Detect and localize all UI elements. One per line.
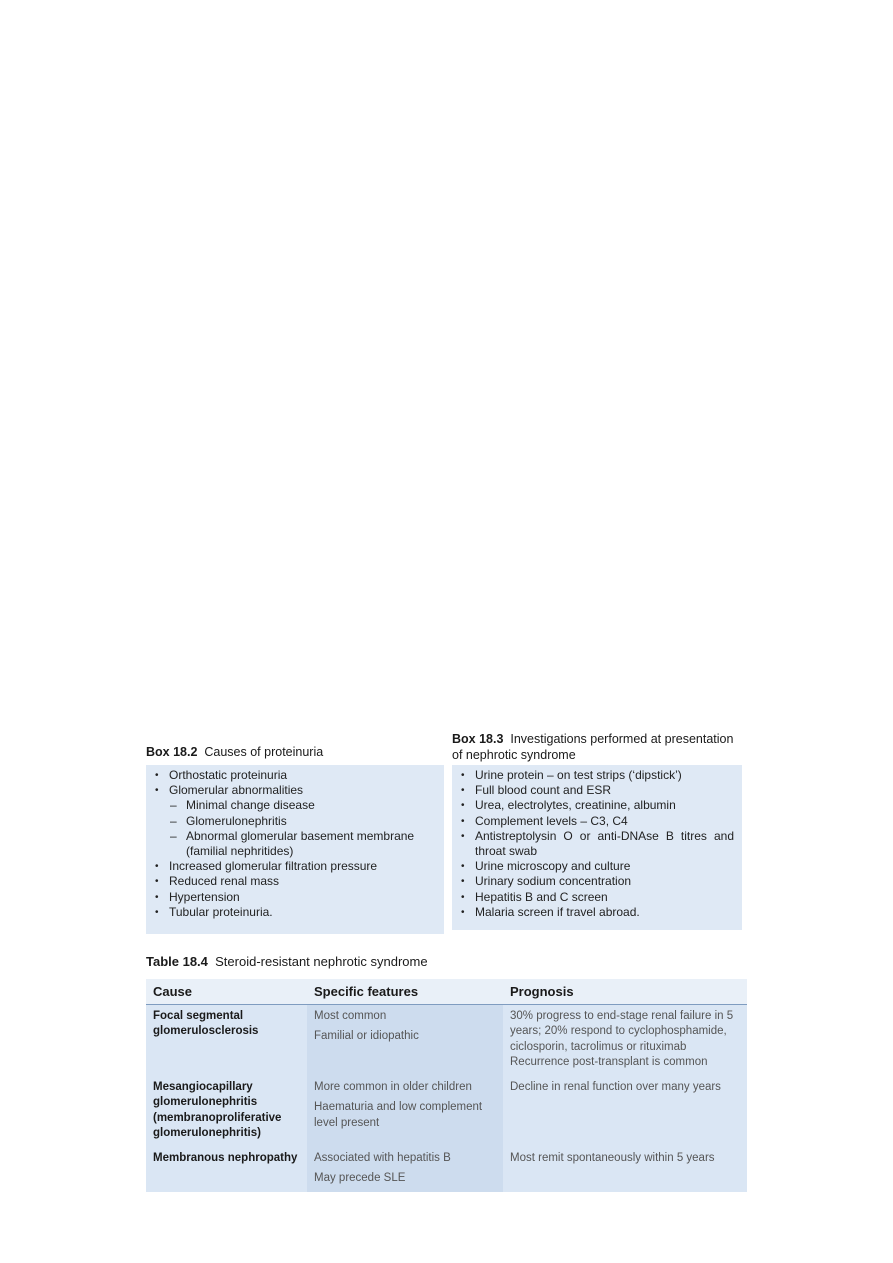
header-prognosis: Prognosis bbox=[503, 979, 747, 1004]
list-item: • Complement levels – C3, C4 bbox=[460, 814, 734, 829]
list-item: • Malaria screen if travel abroad. bbox=[460, 905, 734, 920]
box-18-3 bbox=[452, 731, 742, 930]
prognosis-cell: Decline in renal function over many years bbox=[503, 1076, 747, 1147]
steroid-resistant-table bbox=[146, 979, 747, 1192]
feature-item: Haematuria and low complement level present bbox=[314, 1101, 483, 1129]
box-18-2-heading bbox=[146, 744, 444, 760]
list-item: • Urinary sodium concentration bbox=[460, 874, 734, 889]
list-item: • Hypertension bbox=[154, 890, 436, 905]
prognosis-cell: 30% progress to end-stage renal failure in 5 years; 20% respond to cyclophosphamide, ciclosporin, tacrolimus or rituximab Recurrence post-transplant is common bbox=[503, 1004, 747, 1076]
feature-item: More common in older children bbox=[314, 1080, 472, 1093]
glomerular-abnormalities-sublist bbox=[169, 798, 436, 859]
box-18-3-label: Box 18.3 bbox=[452, 732, 504, 746]
sub-list-item: – Glomerulonephritis bbox=[169, 814, 436, 829]
header-specific-features: Specific features bbox=[307, 979, 503, 1004]
table-row bbox=[146, 1147, 747, 1192]
table-row bbox=[146, 1076, 747, 1147]
features-cell bbox=[307, 1004, 503, 1076]
cause-cell: Mesangiocapillary glomerulonephritis (membranoproliferative glomerulonephritis) bbox=[146, 1076, 307, 1147]
box-18-3-heading bbox=[452, 731, 742, 763]
features-cell bbox=[307, 1076, 503, 1147]
feature-item: Associated with hepatitis B bbox=[314, 1151, 451, 1164]
list-item bbox=[154, 783, 436, 859]
box-18-3-body bbox=[452, 765, 742, 930]
sub-list-item: – Minimal change disease bbox=[169, 798, 436, 813]
list-item: • Urine protein – on test strips (‘dipstick’) bbox=[460, 768, 734, 783]
list-item: • Increased glomerular filtration pressure bbox=[154, 859, 436, 874]
box-18-2-title: Causes of proteinuria bbox=[204, 745, 324, 759]
list-item: • Urea, electrolytes, creatinine, albumin bbox=[460, 798, 734, 813]
cause-cell: Focal segmental glomerulosclerosis bbox=[146, 1004, 307, 1076]
table-18-4-label: Table 18.4 bbox=[146, 954, 208, 969]
list-item: • Full blood count and ESR bbox=[460, 783, 734, 798]
table-row bbox=[146, 1004, 747, 1076]
table-header-row bbox=[146, 979, 747, 1004]
investigations-list bbox=[460, 768, 734, 920]
sub-list-item: – Abnormal glomerular basement membrane (familial nephritides) bbox=[169, 829, 436, 859]
list-item: • Orthostatic proteinuria bbox=[154, 768, 436, 783]
table-18-4-caption: Steroid-resistant nephrotic syndrome bbox=[215, 954, 428, 969]
box-18-2-label: Box 18.2 bbox=[146, 745, 198, 759]
proteinuria-causes-list bbox=[154, 768, 436, 920]
features-cell bbox=[307, 1147, 503, 1192]
list-item: • Reduced renal mass bbox=[154, 874, 436, 889]
list-item: • Hepatitis B and C screen bbox=[460, 890, 734, 905]
list-item-label: Glomerular abnormalities bbox=[169, 783, 304, 798]
list-item: • Tubular proteinuria. bbox=[154, 905, 436, 920]
feature-item: May precede SLE bbox=[314, 1172, 406, 1184]
box-18-3-title: Investigations performed at presentation of nephrotic syndrome bbox=[452, 732, 734, 762]
prognosis-cell: Most remit spontaneously within 5 years bbox=[503, 1147, 747, 1192]
box-18-2-body bbox=[146, 765, 444, 934]
feature-item: Familial or idiopathic bbox=[314, 1030, 419, 1042]
box-18-2 bbox=[146, 744, 444, 934]
table-18-4-title bbox=[146, 954, 428, 970]
cause-cell: Membranous nephropathy bbox=[146, 1147, 307, 1192]
header-cause: Cause bbox=[146, 979, 307, 1004]
list-item: • Antistreptolysin O or anti-DNAse B titres and throat swab bbox=[460, 829, 734, 859]
feature-item: Most common bbox=[314, 1009, 387, 1022]
list-item: • Urine microscopy and culture bbox=[460, 859, 734, 874]
